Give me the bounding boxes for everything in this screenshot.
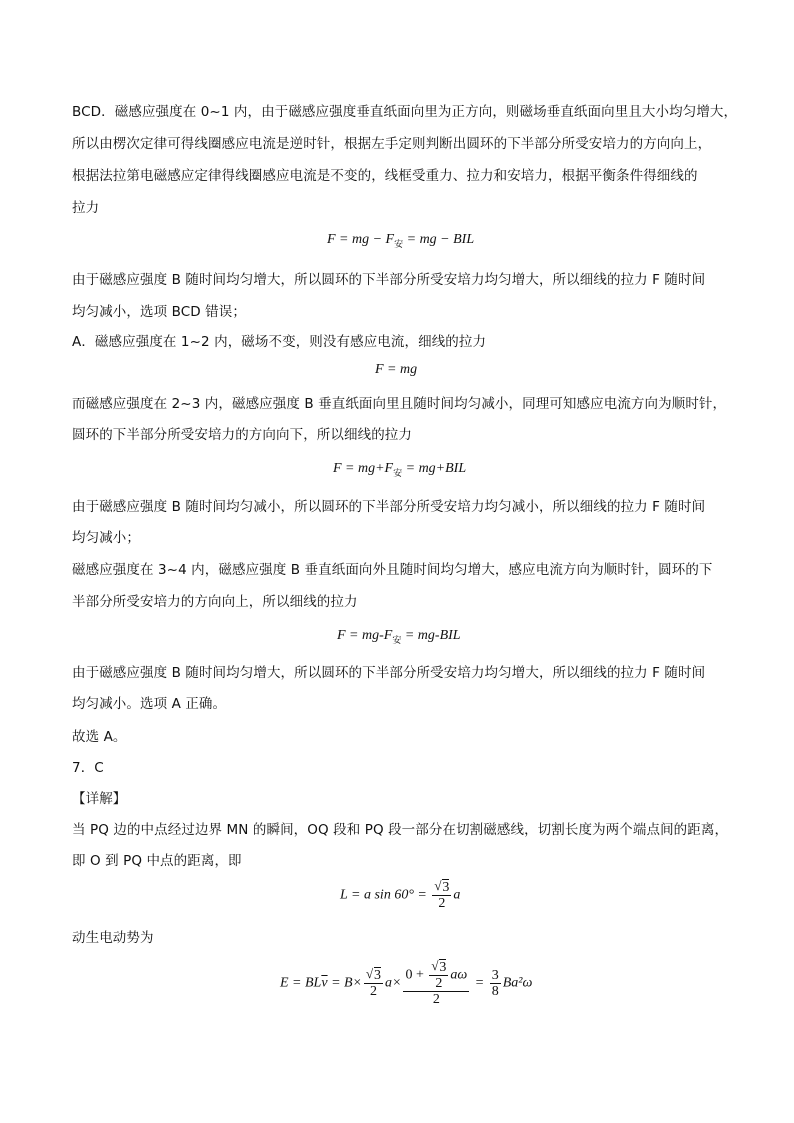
text-line: 即 O 到 PQ 中点的距离，即: [72, 853, 242, 869]
text-line: 磁感应强度在 3~4 内，磁感应强度 B 垂直纸面向外且随时间均匀增大，感应电流方向为顺时针，圆环的下: [72, 562, 713, 578]
text-line: 均匀减小，选项 BCD 错误；: [72, 304, 246, 320]
text-line: 拉力: [72, 200, 100, 216]
text-line: A．磁感应强度在 1~2 内，磁场不变，则没有感应电流，细线的拉力: [72, 334, 487, 350]
text-line: 当 PQ 边的中点经过边界 MN 的瞬间，OQ 段和 PQ 段一部分在切割磁感线，切割长度为两个端点间的距离，: [72, 822, 729, 838]
text-line: 动生电动势为: [72, 930, 154, 946]
text-line: 7．C: [72, 760, 104, 776]
equation-length: L = a sin 60° = √ $\frac{3}{2}$ a: [340, 880, 460, 911]
text-line: 由于磁感应强度 B 随时间均匀增大，所以圆环的下半部分所受安培力均匀增大，所以细线的拉力 F 随时间: [72, 665, 706, 681]
text-line: 故选 A。: [72, 729, 127, 745]
equation-tension-3: $F = mg+F_安 = mg+BIL$: [333, 461, 467, 478]
equation-tension-2: F = mg: [375, 362, 418, 377]
text-line: 由于磁感应强度 B 随时间均匀增大，所以圆环的下半部分所受安培力均匀增大，所以细线的拉力 F 随时间: [72, 272, 706, 288]
equation-tension-4: $F = mg-F_安 = mg-BIL$: [337, 628, 461, 645]
text-line: BCD．磁感应强度在 0~1 内，由于磁感应强度垂直纸面向里为正方向，则磁场垂直纸面向里且大小均匀增大，: [72, 104, 738, 120]
equation-emf: $E = BL\overline{v} = B\times$ √ $\frac{3}{2}$ a× 0 + √ $\frac{3}{2}$ aω 2 = $\frac{3}{8}$ Ba²ω: [280, 960, 532, 1007]
text-line: 所以由楞次定律可得线圈感应电流是逆时针，根据左手定则判断出圆环的下半部分所受安培力的方向向上，: [72, 136, 712, 152]
text-line: 圆环的下半部分所受安培力的方向向下，所以细线的拉力: [72, 427, 412, 443]
text-line: 半部分所受安培力的方向向上，所以细线的拉力: [72, 594, 358, 610]
text-line: 由于磁感应强度 B 随时间均匀减小，所以圆环的下半部分所受安培力均匀减小，所以细线的拉力 F 随时间: [72, 499, 706, 515]
text-line: 均匀减小；: [72, 530, 140, 546]
text-line: 而磁感应强度在 2~3 内，磁感应强度 B 垂直纸面向里且随时间均匀减小，同理可知感应电流方向为顺时针，: [72, 396, 727, 412]
text-line: 均匀减小。选项 A 正确。: [72, 696, 227, 712]
section-heading: 【详解】: [72, 791, 127, 807]
equation-tension-1: F = mg − $F_安$ = mg − BIL: [327, 232, 475, 249]
text-line: 根据法拉第电磁感应定律得线圈感应电流是不变的，线框受重力、拉力和安培力，根据平衡条件得细线的: [72, 168, 698, 184]
